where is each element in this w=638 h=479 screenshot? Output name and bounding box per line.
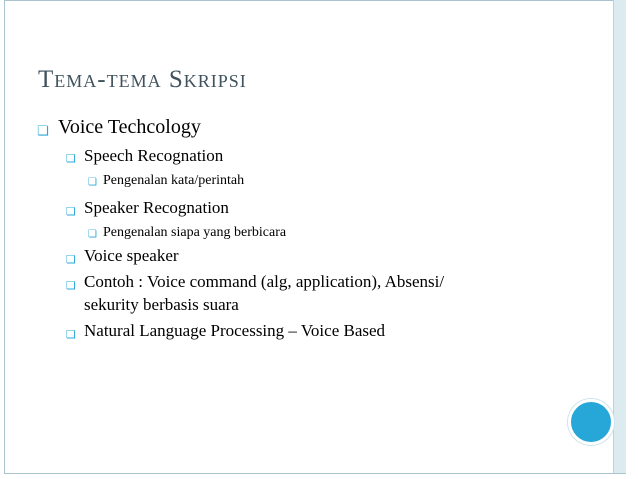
bullet-square-icon: ❏: [66, 205, 76, 218]
right-accent-strip: [613, 0, 626, 474]
bullet-voice-speaker: Voice speaker: [84, 246, 179, 265]
bullet-natural-language-processing: Natural Language Processing – Voice Based: [84, 321, 386, 340]
bullet-pengenalan-siapa: Pengenalan siapa yang berbicara: [103, 225, 287, 240]
bullet-square-icon: ❏: [66, 328, 76, 341]
bullet-square-icon: ❏: [88, 229, 97, 240]
bullet-square-icon: ❏: [66, 279, 76, 292]
decorative-circle-icon: [568, 399, 614, 445]
bullet-speaker-recognation: Speaker Recognation: [84, 198, 229, 217]
bullet-pengenalan-kata: Pengenalan kata/perintah: [103, 173, 245, 188]
bullet-contoh-continuation: sekurity berbasis suara: [84, 295, 239, 314]
bullet-voice-techcology: Voice Techcology: [58, 116, 201, 138]
bullet-square-icon: ❏: [88, 177, 97, 188]
bullet-contoh-voice-command: Contoh : Voice command (alg, application), Absensi/: [84, 272, 445, 291]
slide-title: Tema-tema Skripsi: [38, 66, 247, 93]
bullet-square-icon: ❏: [37, 124, 49, 139]
bullet-speech-recognation: Speech Recognation: [84, 146, 224, 165]
bullet-square-icon: ❏: [66, 152, 76, 165]
bullet-square-icon: ❏: [66, 253, 76, 266]
bottom-rule: [4, 473, 626, 474]
